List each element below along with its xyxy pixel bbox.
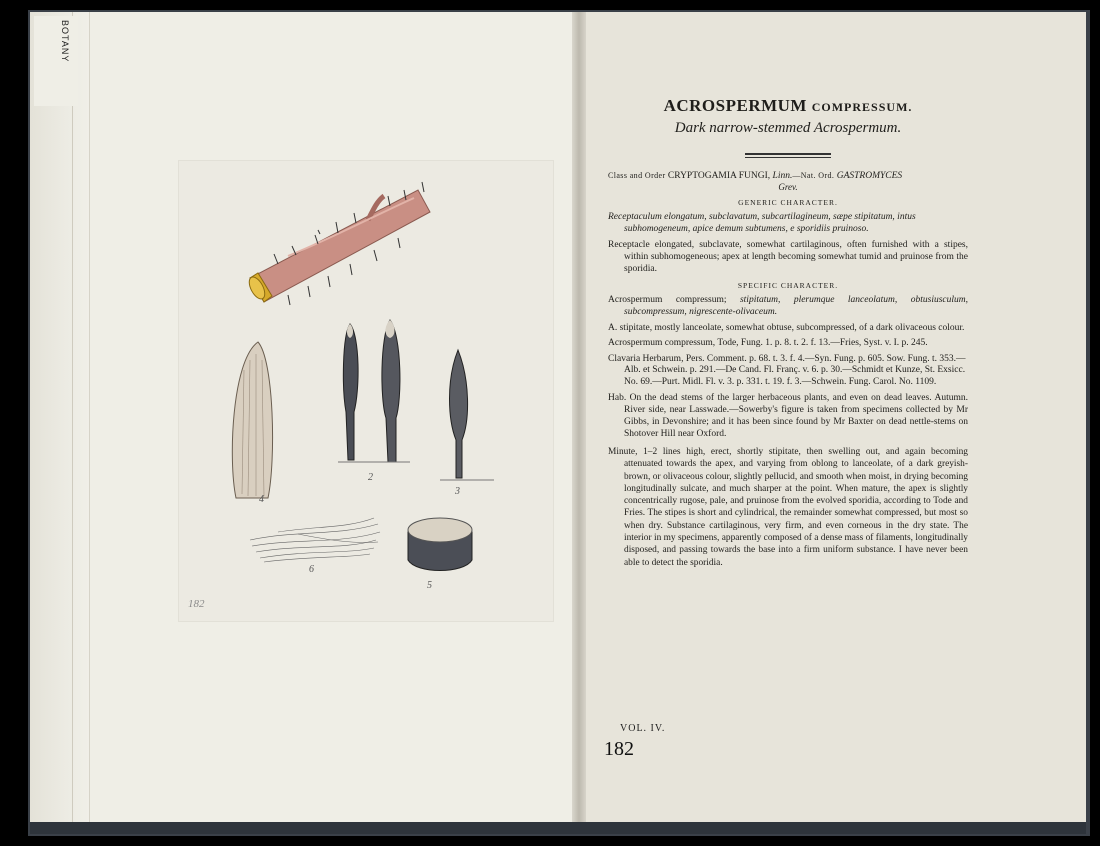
specific-character-latin-line (608, 294, 968, 318)
synonym-2: Clavaria Herbarum, Pers. Comment. p. 68. t. 3. f. 4.—Syn. Fung. p. 605. Sow. Fung. t. 353.—Alb. et Schwein. p. 291.—De Cand. Fl. Franç. v. 6. p. 30.—Schmidt et Kunze, St. Exsicc. No. 69.—Purt. Midl. Fl. v. 3. p. 331. t. 19. f. 3.—Schwein. Fung. Carol. No. 1109. (608, 353, 966, 387)
natural-order-authority: Grev. (778, 182, 798, 192)
class-order-value: CRYPTOGAMIA FUNGI, (667, 171, 771, 181)
plate-illustration (178, 160, 552, 620)
natural-order-label: —Nat. Ord. (792, 171, 835, 180)
species-title (608, 96, 968, 116)
species-text (608, 96, 968, 569)
synonym-1: Acrospermum compressum, Tode, Fung. 1. p. 8. t. 2. f. 13.—Fries, Syst. v. I. p. 245. (608, 338, 928, 348)
specific-character-english: A. stipitate, mostly lanceolate, somewhat obtuse, subcompressed, of a dark olivaceous colour. (608, 323, 965, 333)
specific-character-heading: SPECIFIC CHARACTER. (737, 281, 839, 290)
specific-character-latin: stipitatum, plerumque lanceolatum, obtusiusculum, subcompressum, nigrescente-olivaceum. (624, 295, 968, 317)
figure-label-6: 6 (309, 564, 314, 575)
species-epithet: COMPRESSUM. (811, 100, 913, 114)
figure-3-fungus (440, 350, 494, 480)
genus-name: ACROSPERMUM (663, 96, 807, 115)
habitat: Hab. On the dead stems of the larger herbaceous plants, and even on dead leaves. Autumn. River side, near Lasswade.—Sowerby's figure is taken from specimens collected by Mr Gibbs, in Devonshire; and it has been since found by Mr Baxter on dead nettle-stems on Shotover Hill near Oxford. (608, 393, 968, 439)
common-name: Dark narrow-stemmed Acrospermum. (674, 120, 902, 136)
figure-5-section-disc (408, 518, 472, 571)
figure-label-4: 4 (259, 494, 264, 505)
specific-latin-name: Acrospermum compressum; (608, 295, 727, 305)
volume-label: VOL. IV. (620, 723, 666, 734)
title-rule (745, 153, 831, 158)
stem-illustration (246, 182, 430, 305)
class-order-authority: Linn. (772, 171, 793, 181)
figure-6-filaments (250, 518, 380, 562)
figure-label-2: 2 (368, 472, 373, 483)
class-order-label: Class and Order (608, 171, 666, 180)
plate-number: 182 (188, 598, 205, 610)
figure-2-fungi (338, 320, 410, 462)
figure-label-3: 3 (455, 486, 460, 497)
page-number: 182 (604, 738, 634, 760)
class-order-line (608, 170, 968, 182)
figure-label-5: 5 (427, 580, 432, 591)
figure-4-section (232, 342, 272, 498)
library-tab-label: BOTANY (60, 20, 70, 63)
description: Minute, 1–2 lines high, erect, shortly stipitate, then swelling out, and again becoming attenuated towards the apex, and varying from oblong to lanceolate, of a dark greyish-brown, or olivaceous colour, slightly pellucid, and smooth when moist, in drying becoming longitudinally sulcate, and much sharper at the point. When mature, the apex is slightly concentrically rugose, pale, and pruinose from the evolved sporidia, according to Tode and Fries. The stipes is short and cylindrical, the remainder somewhat compressed, but most so when dry. Substance cartilaginous, very firm, and even corneous in the dry state. The interior in my specimens, apparently composed of a dense mass of filaments, longitudinally disposed, and passing towards the base into a firm uniform substance. I have never been able to detect the sporidia. (608, 447, 968, 568)
natural-order-value: GASTROMYCES (836, 171, 903, 181)
generic-character-english: Receptacle elongated, subclavate, somewhat cartilaginous, often furnished with a stipes, within subhomogeneous; apex at length becoming somewhat tumid and pruinose from the sporidia. (608, 240, 968, 274)
generic-character-heading: GENERIC CHARACTER. (738, 198, 838, 207)
book-gutter (572, 12, 586, 832)
page-edge-lines (72, 12, 90, 832)
generic-character-latin: Receptaculum elongatum, subclavatum, subcartilagineum, sæpe stipitatum, intus subhomogeneum, apice demum subtumens, e sporidiis pruinoso. (608, 212, 916, 234)
bottom-shadow (30, 822, 1086, 834)
